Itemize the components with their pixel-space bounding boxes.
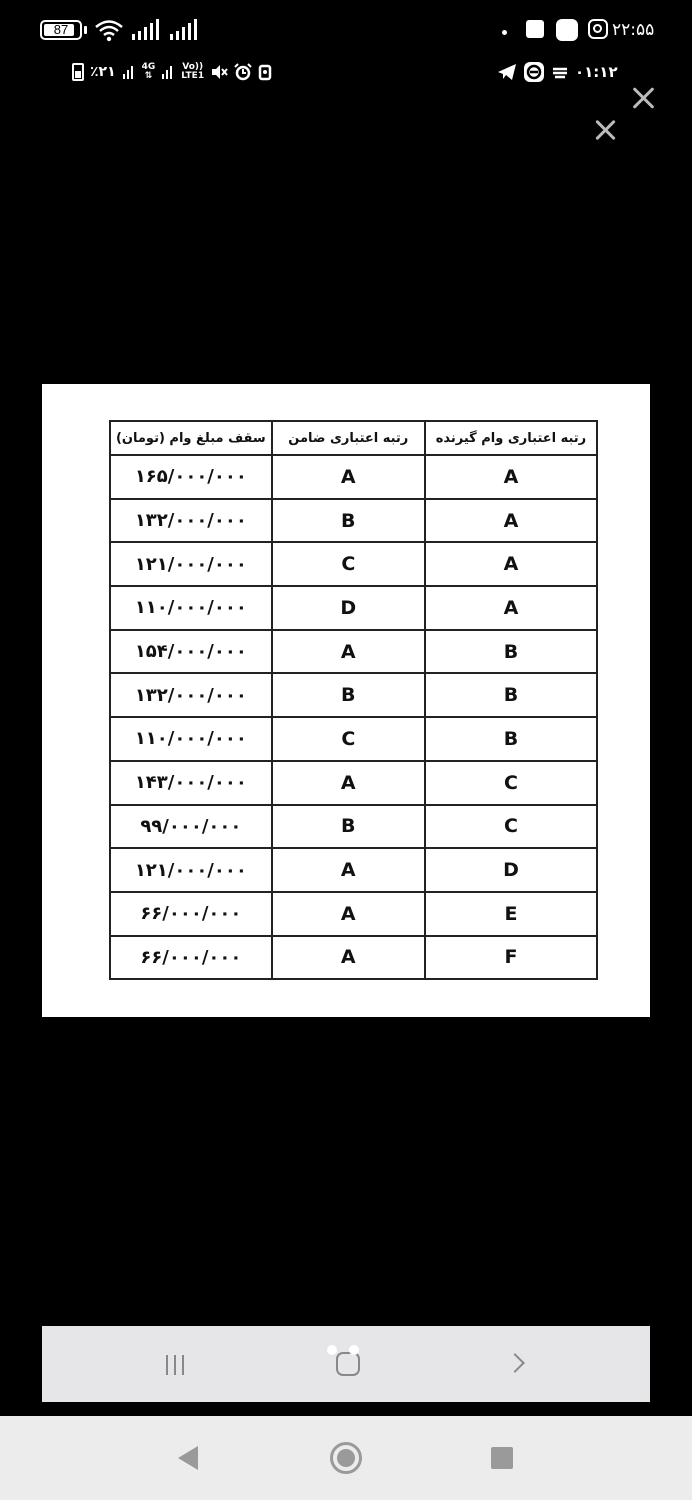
cell-guarantor-rating: B [272, 499, 425, 543]
signal-strength-icon [168, 18, 200, 42]
chevron-right-icon[interactable] [505, 1353, 525, 1373]
cell-borrower-rating: B [425, 630, 597, 674]
table-row [110, 673, 597, 717]
signal-strength-icon [130, 18, 162, 42]
inner-status-bar [0, 58, 692, 86]
table-row [110, 892, 597, 936]
cell-loan-cap: ۱۵۴/۰۰۰/۰۰۰ [110, 630, 272, 674]
system-navigation-bar [0, 1416, 692, 1500]
table-row [110, 542, 597, 586]
cell-guarantor-rating: A [272, 455, 425, 499]
inner-status-left [72, 60, 272, 84]
notification-app-icon [526, 20, 544, 38]
column-header-loan-cap: سقف مبلغ وام (تومان) [110, 421, 272, 455]
cell-guarantor-rating: A [272, 630, 425, 674]
recent-apps-icon[interactable] [491, 1447, 513, 1469]
loan-table [109, 420, 598, 980]
page-indicator [327, 1344, 367, 1356]
column-header-borrower-rating: رتبه اعتباری وام گیرنده [425, 421, 597, 455]
signal-strength-icon [161, 64, 175, 80]
table-row [110, 499, 597, 543]
table-row [110, 936, 597, 980]
network-type: 4G ⇅ [141, 62, 156, 81]
cell-guarantor-rating: A [272, 761, 425, 805]
volte-indicator: Vo)) LTE1 [181, 62, 205, 81]
battery-icon [72, 63, 84, 81]
close-icon[interactable] [593, 118, 617, 142]
table-row [110, 630, 597, 674]
cell-loan-cap: ۱۳۲/۰۰۰/۰۰۰ [110, 673, 272, 717]
cell-borrower-rating: E [425, 892, 597, 936]
alarm-icon [234, 63, 252, 81]
table-header-row [110, 421, 597, 455]
cell-loan-cap: ۹۹/۰۰۰/۰۰۰ [110, 805, 272, 849]
cell-loan-cap: ۱۴۳/۰۰۰/۰۰۰ [110, 761, 272, 805]
clock: ۲۲:۵۵ [612, 20, 655, 40]
table-body [110, 455, 597, 979]
cell-guarantor-rating: B [272, 673, 425, 717]
cell-borrower-rating: C [425, 761, 597, 805]
battery-nub [84, 26, 87, 34]
home-icon[interactable] [330, 1442, 362, 1474]
table-row [110, 717, 597, 761]
cell-borrower-rating: A [425, 499, 597, 543]
cell-loan-cap: ۱۲۱/۰۰۰/۰۰۰ [110, 848, 272, 892]
cell-loan-cap: ۱۳۲/۰۰۰/۰۰۰ [110, 499, 272, 543]
cell-loan-cap: ۱۱۰/۰۰۰/۰۰۰ [110, 717, 272, 761]
table-row [110, 455, 597, 499]
battery-percent: ٪۲۱ [90, 64, 116, 80]
inner-clock: ۰۱:۱۲ [575, 63, 618, 81]
app-badge-icon [523, 61, 545, 83]
page-dot [327, 1345, 337, 1355]
cell-borrower-rating: A [425, 586, 597, 630]
notification-dot-icon [502, 30, 507, 35]
cell-loan-cap: ۶۶/۰۰۰/۰۰۰ [110, 936, 272, 980]
cell-loan-cap: ۱۱۰/۰۰۰/۰۰۰ [110, 586, 272, 630]
page-dot [349, 1345, 359, 1355]
cell-guarantor-rating: C [272, 542, 425, 586]
cell-loan-cap: ۱۶۵/۰۰۰/۰۰۰ [110, 455, 272, 499]
cell-borrower-rating: F [425, 936, 597, 980]
cell-guarantor-rating: A [272, 848, 425, 892]
mute-icon [210, 64, 228, 80]
battery-level: 87 [53, 22, 69, 37]
cell-borrower-rating: A [425, 542, 597, 586]
notification-app-icon [556, 19, 578, 41]
location-icon [258, 63, 272, 81]
instagram-icon [588, 19, 608, 39]
status-bar [0, 14, 692, 48]
inner-status-right [497, 60, 618, 84]
bottom-toolbar [42, 1326, 650, 1402]
cell-guarantor-rating: D [272, 586, 425, 630]
battery-icon [40, 20, 82, 40]
cell-borrower-rating: C [425, 805, 597, 849]
cell-guarantor-rating: B [272, 805, 425, 849]
cell-borrower-rating: B [425, 717, 597, 761]
cell-loan-cap: ۶۶/۰۰۰/۰۰۰ [110, 892, 272, 936]
table-row [110, 805, 597, 849]
cell-borrower-rating: D [425, 848, 597, 892]
table-row [110, 848, 597, 892]
image-viewer [42, 384, 650, 1017]
column-header-guarantor-rating: رتبه اعتباری ضامن [272, 421, 425, 455]
recent-apps-icon[interactable] [166, 1355, 192, 1375]
cell-borrower-rating: A [425, 455, 597, 499]
wifi-icon [94, 18, 124, 42]
back-icon[interactable] [178, 1446, 198, 1470]
close-icon[interactable] [630, 85, 656, 111]
table-row [110, 586, 597, 630]
signal-strength-icon [122, 64, 136, 80]
cell-guarantor-rating: A [272, 892, 425, 936]
cell-loan-cap: ۱۲۱/۰۰۰/۰۰۰ [110, 542, 272, 586]
app-notification-icon [551, 64, 569, 80]
cell-borrower-rating: B [425, 673, 597, 717]
cell-guarantor-rating: A [272, 936, 425, 980]
cell-guarantor-rating: C [272, 717, 425, 761]
telegram-icon [497, 63, 517, 81]
table-row [110, 761, 597, 805]
